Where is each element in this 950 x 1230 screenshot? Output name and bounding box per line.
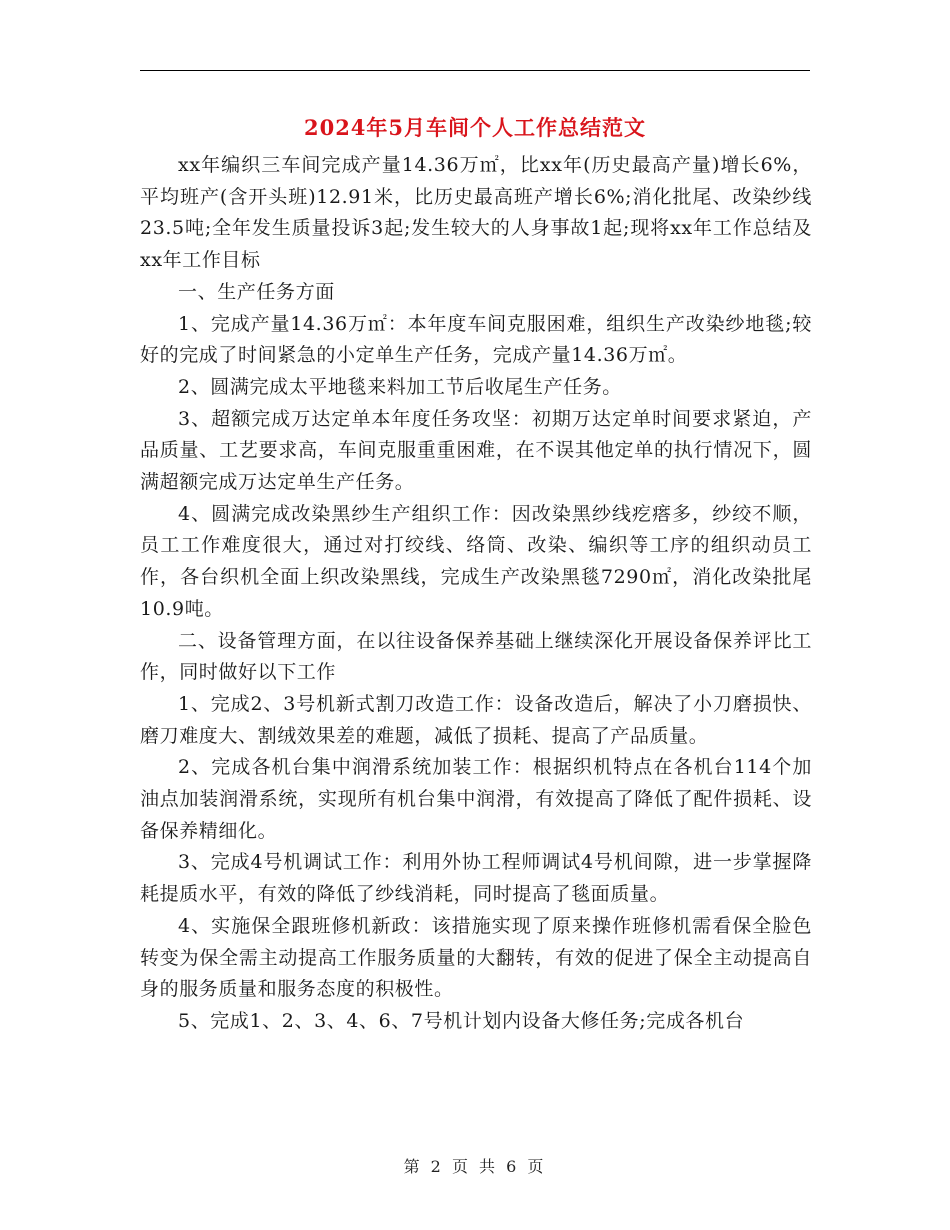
paragraph-item: 5、完成1、2、3、4、6、7号机计划内设备大修任务;完成各机台 <box>178 1009 745 1032</box>
page-number: 第 2 页 共 6 页 <box>403 1157 547 1176</box>
paragraph-item: 3、完成4号机调试工作：利用外协工程师调试4号机间隙，进一步掌握降耗提质水平，有效的降低了纱线消耗，同时提高了毯面质量。 <box>140 851 812 906</box>
paragraph-item: 1、完成2、3号机新式割刀改造工作：设备改造后，解决了小刀磨损快、磨刀难度大、割绒效果差的难题，减低了损耗、提高了产品质量。 <box>140 692 812 747</box>
section-heading-equipment: 二、设备管理方面，在以往设备保养基础上继续深化开展设备保养评比工作，同时做好以下工作 <box>140 629 812 684</box>
paragraph-item: 1、完成产量14.36万㎡：本年度车间克服困难，组织生产改染纱地毯;较好的完成了时间紧急的小定单生产任务，完成产量14.36万㎡。 <box>140 312 812 367</box>
header-rule <box>140 70 810 71</box>
document-body <box>140 150 812 1038</box>
section-heading-production: 一、生产任务方面 <box>178 280 335 303</box>
paragraph-item: 2、完成各机台集中润滑系统加装工作：根据织机特点在各机台114个加油点加装润滑系统，实现所有机台集中润滑，有效提高了降低了配件损耗、设备保养精细化。 <box>140 756 812 842</box>
paragraph-item: 4、实施保全跟班修机新政：该措施实现了原来操作班修机需看保全脸色转变为保全需主动提高工作服务质量的大翻转，有效的促进了保全主动提高自身的服务质量和服务态度的积极性。 <box>140 914 812 1001</box>
paragraph-item: 3、超额完成万达定单本年度任务攻坚：初期万达定单时间要求紧迫，产品质量、工艺要求高，车间克服重重困难，在不误其他定单的执行情况下，圆满超额完成万达定单生产任务。 <box>140 407 812 494</box>
paragraph-item: 4、圆满完成改染黑纱生产组织工作：因改染黑纱线疙瘩多，纱绞不顺，员工工作难度很大，通过对打绞线、络筒、改染、编织等工序的组织动员工作，各台织机全面上织改染黑线，完成生产改染黑毯7290㎡，消化改染批尾10.9吨。 <box>140 502 812 620</box>
paragraph-item: 2、圆满完成太平地毯来料加工节后收尾生产任务。 <box>178 375 622 398</box>
document-title: 2024年5月车间个人工作总结范文 <box>303 115 647 140</box>
paragraph-summary: xx年编织三车间完成产量14.36万㎡，比xx年(历史最高产量)增长6%，平均班产(含开头班)12.91米，比历史最高班产增长6%;消化批尾、改染纱线23.5吨;全年发生质量投诉3起;发生较大的人身事故1起;现将xx年工作总结及xx年工作目标 <box>140 154 812 272</box>
